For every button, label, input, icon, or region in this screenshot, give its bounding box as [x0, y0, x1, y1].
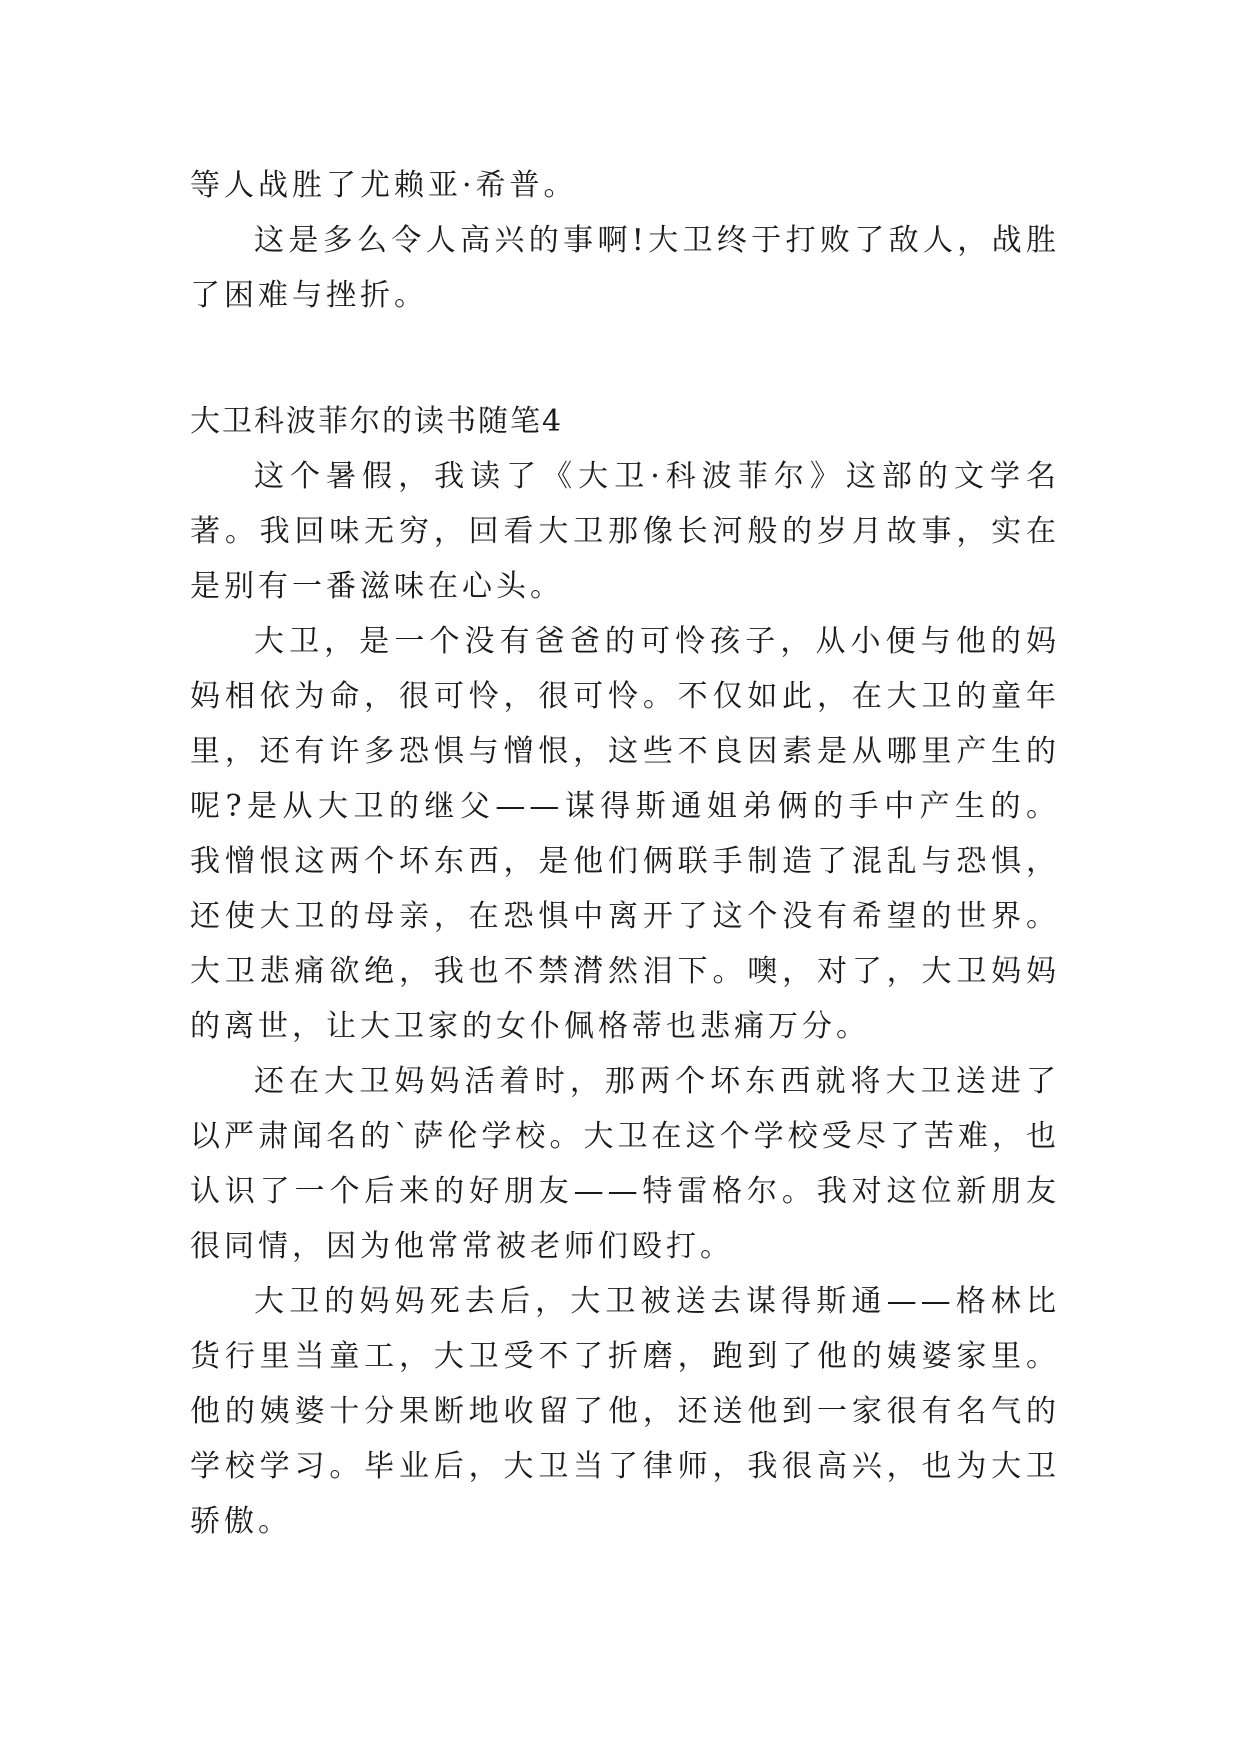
paragraph: 大卫的妈妈死去后，大卫被送去谋得斯通——格林比货行里当童工，大卫受不了折磨，跑到了他的姨婆家里。他的姨婆十分果断地收留了他，还送他到一家很有名气的学校学习。毕业后，大卫当了律师，我很高兴，也为大卫骄傲。 — [190, 1284, 1060, 1539]
section-heading: 大卫科波菲尔的读书随笔4 — [190, 404, 564, 439]
section-continued-text — [190, 158, 1060, 323]
paragraph: 大卫，是一个没有爸爸的可怜孩子，从小便与他的妈妈相依为命，很可怜，很可怜。不仅如此，在大卫的童年里，还有许多恐惧与憎恨，这些不良因素是从哪里产生的呢?是从大卫的继父——谋得斯通姐弟俩的手中产生的。我憎恨这两个坏东西，是他们俩联手制造了混乱与恐惧，还使大卫的母亲，在恐惧中离开了这个没有希望的世界。大卫悲痛欲绝，我也不禁潸然泪下。噢，对了，大卫妈妈的离世，让大卫家的女仆佩格蒂也悲痛万分。 — [190, 624, 1060, 1044]
paragraph: 还在大卫妈妈活着时，那两个坏东西就将大卫送进了以严肃闻名的`萨伦学校。大卫在这个学校受尽了苦难，也认识了一个后来的好朋友——特雷格尔。我对这位新朋友很同情，因为他常常被老师们殴打。 — [190, 1064, 1060, 1264]
paragraph: 等人战胜了尤赖亚·希普。 — [190, 168, 578, 203]
paragraph: 这是多么令人高兴的事啊!大卫终于打败了敌人，战胜了困难与挫折。 — [190, 223, 1060, 313]
paragraph: 这个暑假，我读了《大卫·科波菲尔》这部的文学名著。我回味无穷，回看大卫那像长河般的岁月故事，实在是别有一番滋味在心头。 — [190, 459, 1060, 604]
section-essay-4 — [190, 394, 1060, 1549]
